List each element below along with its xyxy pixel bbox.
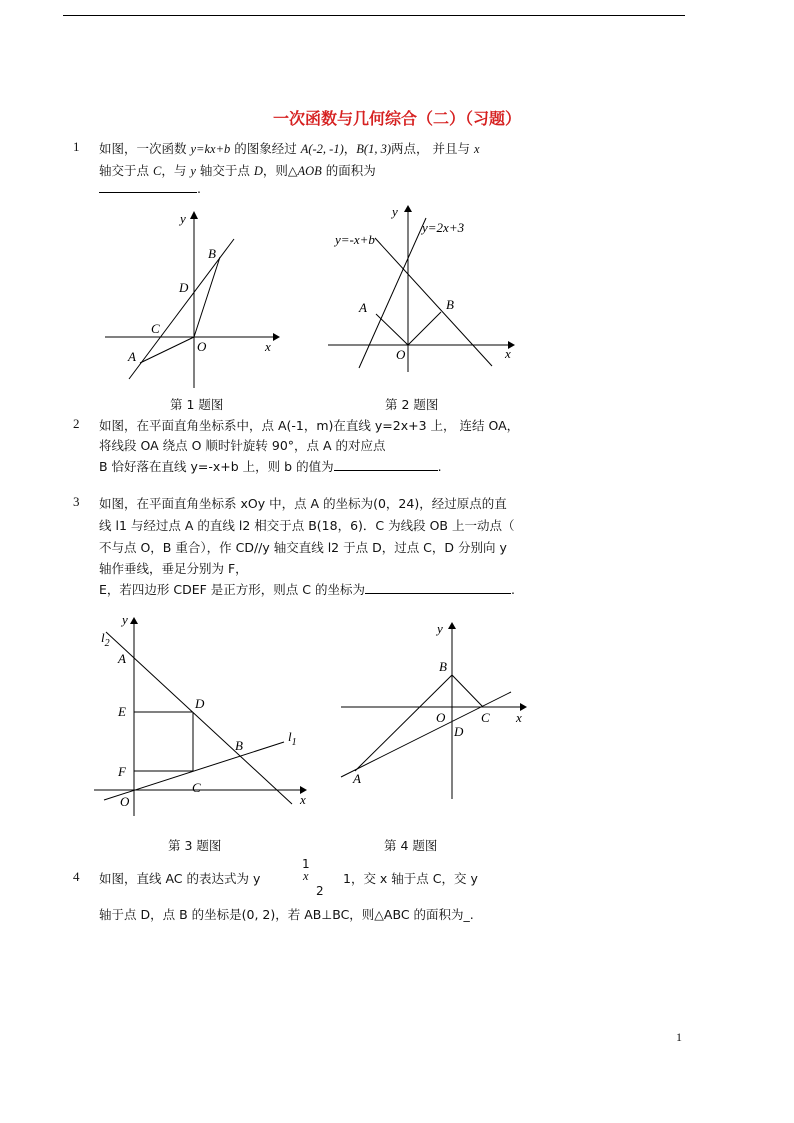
- fig1-label-B: B: [208, 246, 216, 261]
- fig4-label-D: D: [454, 724, 464, 739]
- fig3-label-E: E: [118, 704, 126, 719]
- fig1-label-D: D: [179, 280, 189, 295]
- fig3-label-F: F: [118, 764, 126, 779]
- fig2-label-x: x: [505, 346, 511, 361]
- fig1-segment-OA: [140, 337, 194, 363]
- fig1-x-arrow: [273, 333, 280, 341]
- fig4-label-x: x: [516, 710, 522, 725]
- fig4-label-y: y: [437, 621, 443, 636]
- fig4-label-C: C: [481, 710, 490, 725]
- question-2-line-2: 将线段 OA 绕点 O 顺时针旋转 90°，点 A 的对应点: [99, 438, 386, 453]
- fig2-label-B: B: [446, 297, 454, 312]
- question-4-fraction-numerator: 1: [302, 857, 310, 871]
- question-4-line-1a: 如图，直线 AC 的表达式为 y: [99, 871, 261, 886]
- question-1-number: 1: [73, 139, 80, 154]
- question-3-number: 3: [73, 494, 80, 509]
- fig4-label-O: O: [436, 710, 446, 725]
- question-4-fraction-x: x: [303, 869, 309, 883]
- figure-4-caption: 第 4 题图: [384, 838, 438, 853]
- question-3-line-5: E，若四边形 CDEF 是正方形，则点 C 的坐标为 .: [99, 582, 515, 597]
- question-4-line-2: 轴于点 D，点 B 的坐标是(0, 2)，若 AB⊥BC，则△ABC 的面积为_.: [99, 907, 474, 922]
- fig3-label-C: C: [192, 780, 201, 795]
- fig2-label-y: y: [392, 204, 398, 219]
- fig4-label-A: A: [353, 771, 361, 786]
- figure-2-caption: 第 2 题图: [385, 397, 439, 412]
- fig1-label-A: A: [128, 349, 136, 364]
- page-number: 1: [676, 1030, 682, 1044]
- fig3-y-arrow: [130, 617, 138, 624]
- fig2-line-yneg: [375, 238, 492, 366]
- question-1-line-2: 轴交于点 C，与 y 轴交于点 D，则△AOB 的面积为: [99, 163, 376, 178]
- fig3-label-O: O: [120, 794, 130, 809]
- fig3-label-y: y: [122, 612, 128, 627]
- fig4-y-arrow: [448, 622, 456, 629]
- question-2-line-3: B 恰好落在直线 y=-x+b 上，则 b 的值为 .: [99, 459, 442, 474]
- fig1-label-O: O: [197, 339, 207, 354]
- fig2-label-O: O: [396, 347, 406, 362]
- fig2-label-A: A: [359, 300, 367, 315]
- fig1-segment-OB: [194, 257, 220, 337]
- figure-3: [90, 608, 322, 820]
- header-rule: [63, 15, 685, 16]
- fig1-line-AB: [129, 239, 234, 379]
- fig1-label-y: y: [180, 211, 186, 226]
- fig1-label-C: C: [151, 321, 160, 336]
- question-1-line-1: 如图，一次函数 y=kx+b 的图象经过 A(-2, -1)，B(1, 3)两点， 并且与 x: [99, 141, 480, 156]
- fig4-line-AC: [341, 692, 511, 777]
- question-1-answer-blank: .: [99, 181, 201, 196]
- fig2-segment-OB: [408, 312, 441, 345]
- fig3-label-l1: $l_1$: [288, 729, 297, 748]
- figure-1-caption: 第 1 题图: [170, 397, 224, 412]
- fig4-label-B: B: [439, 659, 447, 674]
- question-4-line-1b: 1，交 x 轴于点 C，交 y: [343, 871, 478, 886]
- figure-4: [335, 615, 535, 800]
- fig1-label-x: x: [265, 339, 271, 354]
- page-title: 一次函数与几何综合（二）（习题）: [272, 109, 521, 128]
- fig3-label-l2: $l_2$: [101, 630, 110, 649]
- fig2-label-line1: y=-x+b: [335, 232, 375, 247]
- fig2-y-arrow: [404, 205, 412, 212]
- fig3-label-D: D: [195, 696, 205, 711]
- question-3-line-2: 线 l1 与经过点 A 的直线 l2 相交于点 B(18，6)．C 为线段 OB 上一动点（: [99, 518, 515, 533]
- fig1-y-arrow: [190, 211, 198, 219]
- question-3-line-3: 不与点 O，B 重合），作 CD//y 轴交直线 l2 于点 D，过点 C，D 分别向 y: [99, 540, 507, 555]
- fig4-segment-BC: [452, 675, 483, 707]
- figure-2: [320, 200, 525, 375]
- fig3-label-x: x: [300, 792, 306, 807]
- figure-1: [95, 205, 285, 390]
- question-3-line-1: 如图，在平面直角坐标系 xOy 中，点 A 的坐标为(0，24)，经过原点的直: [99, 496, 507, 511]
- question-3-line-4: 轴作垂线，垂足分别为 F，: [99, 561, 248, 576]
- figure-3-caption: 第 3 题图: [168, 838, 222, 853]
- question-4-fraction-denominator: 2: [316, 884, 324, 898]
- fig3-label-B: B: [235, 738, 243, 753]
- question-2-line-1: 如图，在平面直角坐标系中，点 A(-1，m)在直线 y=2x+3 上， 连结 OA，: [99, 418, 520, 433]
- fig3-label-A: A: [118, 651, 126, 666]
- question-2-number: 2: [73, 416, 80, 431]
- question-4-number: 4: [73, 869, 80, 884]
- fig2-label-line2: y=2x+3: [422, 220, 465, 235]
- fig2-segment-OA: [376, 314, 408, 345]
